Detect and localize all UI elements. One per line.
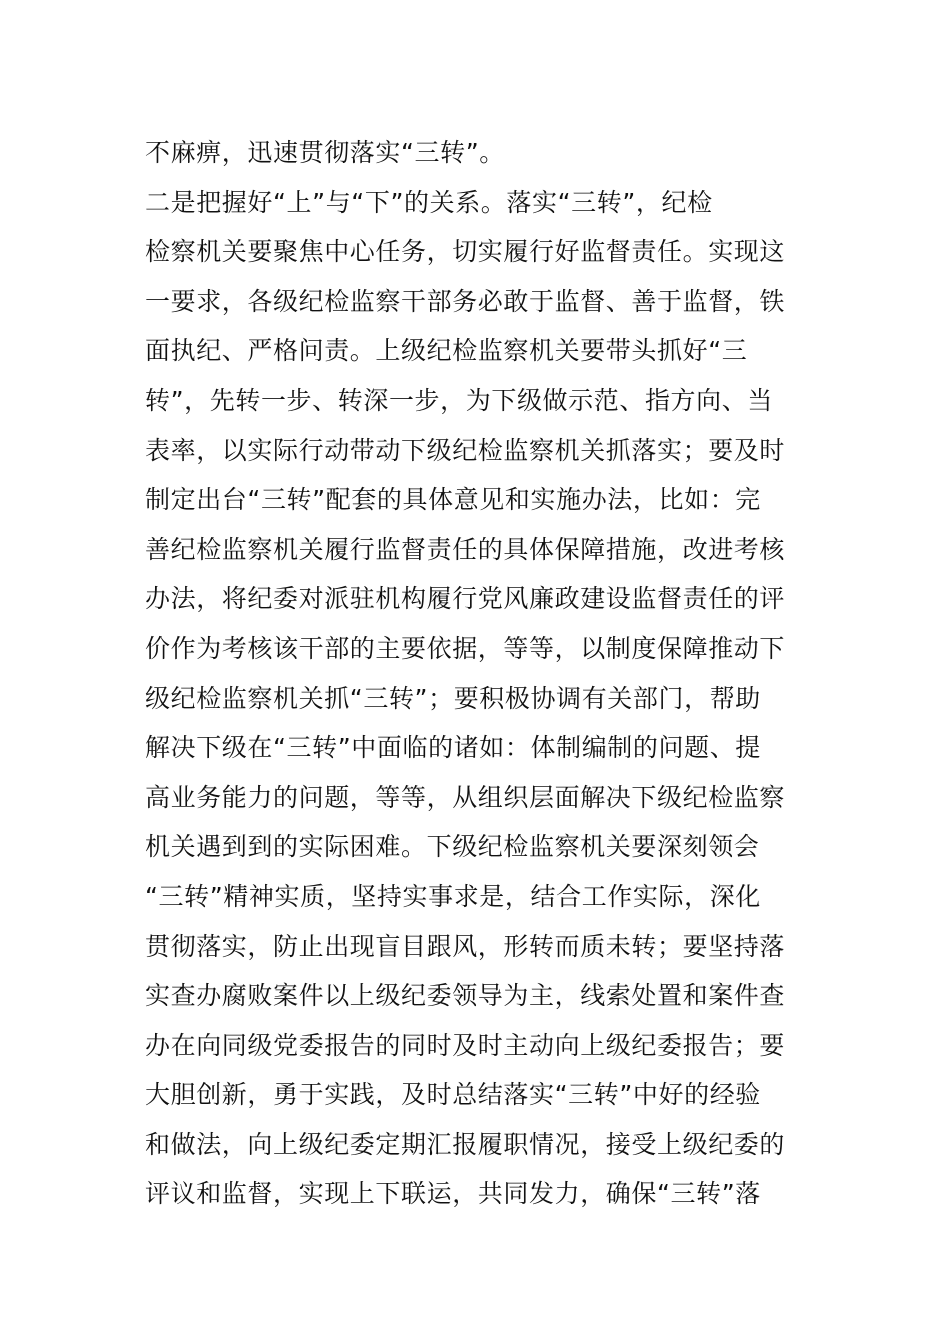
text-line: 面执纪、严格问责。上级纪检监察机关要带头抓好“三: [145, 336, 748, 366]
text-line: 不麻痹，迅速贯彻落实“三转”。: [145, 138, 505, 167]
text-line: 二是把握好“上”与“下”的关系。落实“三转”，纪检: [145, 187, 713, 217]
text-line: 级纪检监察机关抓“三转”；要积极协调有关部门，帮助: [145, 683, 761, 713]
text-line: “三转”精神实质，坚持实事求是，结合工作实际，深化: [145, 881, 761, 911]
text-line: 和做法，向上级纪委定期汇报履职情况，接受上级纪委的: [145, 1129, 786, 1159]
text-line: 大胆创新，勇于实践，及时总结落实“三转”中好的经验: [145, 1080, 761, 1110]
text-line: 办法，将纪委对派驻机构履行党风廉政建设监督责任的评: [145, 584, 786, 614]
text-line: 高业务能力的问题，等等，从组织层面解决下级纪检监察: [145, 782, 786, 812]
text-line: 表率，以实际行动带动下级纪检监察机关抓落实；要及时: [145, 435, 786, 465]
text-line: 制定出台“三转”配套的具体意见和实施办法，比如：完: [145, 485, 761, 515]
text-line: 评议和监督，实现上下联运，共同发力，确保“三转”落: [145, 1179, 761, 1209]
text-line: 价作为考核该干部的主要依据，等等，以制度保障推动下: [145, 633, 786, 663]
text-line: 转”，先转一步、转深一步，为下级做示范、指方向、当: [145, 385, 773, 415]
text-line: 机关遇到到的实际困难。下级纪检监察机关要深刻领会: [145, 832, 760, 862]
text-line: 善纪检监察机关履行监督责任的具体保障措施，改进考核: [145, 534, 786, 564]
document-body: [145, 128, 795, 1219]
text-line: 一要求，各级纪检监察干部务必敢于监督、善于监督，铁: [145, 286, 786, 316]
text-line: 贯彻落实，防止出现盲目跟风，形转而质未转；要坚持落: [145, 931, 786, 961]
text-line: 检察机关要聚焦中心任务，切实履行好监督责任。实现这: [145, 237, 786, 267]
text-line: 办在向同级党委报告的同时及时主动向上级纪委报告；要: [145, 1030, 786, 1060]
text-line: 解决下级在“三转”中面临的诸如：体制编制的问题、提: [145, 733, 761, 763]
text-line: 实查办腐败案件以上级纪委领导为主，线索处置和案件查: [145, 981, 786, 1011]
